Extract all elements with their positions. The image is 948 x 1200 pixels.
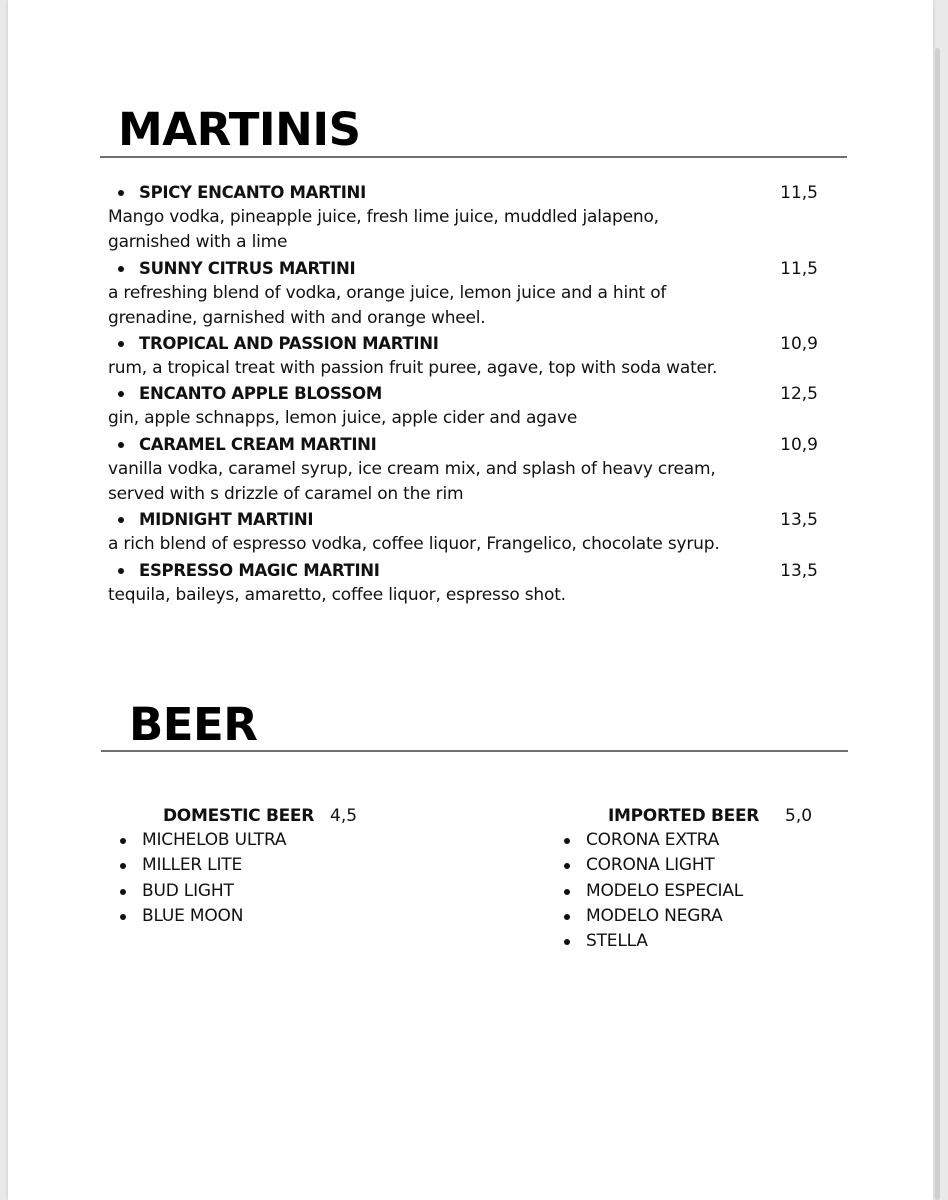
martini-description: tequila, baileys, amaretto, coffee liquor, espresso shot.: [108, 584, 566, 605]
bullet-icon: [118, 517, 124, 523]
imported-beer-label: IMPORTED BEER: [608, 806, 760, 826]
martini-price: 10,9: [780, 434, 818, 455]
domestic-beer-price: 4,5: [330, 806, 358, 826]
martini-name: SUNNY CITRUS MARTINI: [139, 258, 356, 278]
martini-item: [108, 558, 838, 608]
martini-item: [108, 432, 838, 508]
bullet-icon: [564, 939, 570, 945]
beer-name: STELLA: [586, 931, 648, 952]
bullet-icon: [564, 889, 570, 895]
martini-item: [108, 507, 838, 557]
bullet-icon: [564, 914, 570, 920]
bullet-icon: [120, 863, 126, 869]
beer-name: CORONA LIGHT: [586, 855, 715, 876]
martini-price: 13,5: [780, 510, 818, 531]
martini-description: rum, a tropical treat with passion fruit puree, agave, top with soda water.: [108, 358, 718, 379]
beer-name: BLUE MOON: [142, 905, 244, 926]
martini-price: 13,5: [780, 560, 818, 581]
martini-description: a refreshing blend of vodka, orange juice, lemon juice and a hint of grenadine, garnished with and orange wheel.: [108, 282, 667, 328]
beer-name: BUD LIGHT: [142, 880, 234, 901]
bullet-icon: [118, 190, 124, 196]
martini-item: [108, 180, 838, 256]
list-item: [108, 853, 408, 878]
list-item: [552, 929, 852, 954]
martinis-heading: MARTINIS: [118, 103, 361, 156]
martini-name: ENCANTO APPLE BLOSSOM: [139, 384, 382, 404]
list-item: [108, 828, 408, 853]
martini-item: [108, 331, 838, 381]
beer-divider: [101, 750, 848, 752]
bullet-icon: [120, 889, 126, 895]
imported-beer-price: 5,0: [785, 806, 813, 826]
martini-price: 10,9: [780, 334, 818, 355]
martini-price: 11,5: [780, 258, 818, 279]
bullet-icon: [118, 341, 124, 347]
beer-name: MILLER LITE: [142, 855, 242, 876]
martini-description: Mango vodka, pineapple juice, fresh lime juice, muddled jalapeno, garnished with a lime: [108, 207, 659, 253]
bullet-icon: [118, 266, 124, 272]
imported-beer-column: [552, 803, 852, 954]
beer-name: CORONA EXTRA: [586, 830, 720, 850]
martini-price: 11,5: [780, 183, 818, 203]
martinis-divider: [100, 156, 847, 158]
list-item: [108, 904, 408, 929]
martini-name: TROPICAL AND PASSION MARTINI: [139, 334, 439, 354]
martini-description: a rich blend of espresso vodka, coffee liquor, Frangelico, chocolate syrup.: [108, 534, 720, 555]
scrollbar[interactable]: [935, 48, 940, 1200]
bullet-icon: [564, 863, 570, 869]
martini-price: 12,5: [780, 384, 818, 405]
martini-name: ESPRESSO MAGIC MARTINI: [139, 560, 380, 580]
bullet-icon: [120, 914, 126, 920]
list-item: [552, 828, 852, 853]
list-item: [552, 853, 852, 878]
list-item: [108, 879, 408, 904]
martini-description: vanilla vodka, caramel syrup, ice cream mix, and splash of heavy cream, served with s drizzle of caramel on the rim: [108, 458, 716, 505]
martini-item: [108, 256, 838, 332]
martini-name: MIDNIGHT MARTINI: [139, 510, 314, 530]
martini-list: [108, 180, 838, 608]
domestic-beer-list: [108, 828, 408, 929]
bullet-icon: [118, 568, 124, 574]
list-item: [552, 879, 852, 904]
martini-item: [108, 381, 838, 431]
martini-name: CARAMEL CREAM MARTINI: [139, 434, 377, 454]
beer-heading: BEER: [129, 698, 258, 751]
list-item: [552, 904, 852, 929]
bullet-icon: [564, 838, 570, 844]
bullet-icon: [118, 442, 124, 448]
domestic-beer-label: DOMESTIC BEER: [163, 806, 315, 826]
beer-name: MODELO NEGRA: [586, 905, 723, 926]
imported-beer-list: [552, 828, 852, 954]
beer-name: MICHELOB ULTRA: [142, 830, 287, 850]
bullet-icon: [118, 391, 124, 397]
martini-name: SPICY ENCANTO MARTINI: [139, 183, 366, 202]
bullet-icon: [120, 838, 126, 844]
domestic-beer-column: [108, 803, 408, 929]
beer-name: MODELO ESPECIAL: [586, 880, 744, 901]
menu-page: [8, 0, 933, 1200]
martini-description: gin, apple schnapps, lemon juice, apple cider and agave: [108, 408, 578, 429]
